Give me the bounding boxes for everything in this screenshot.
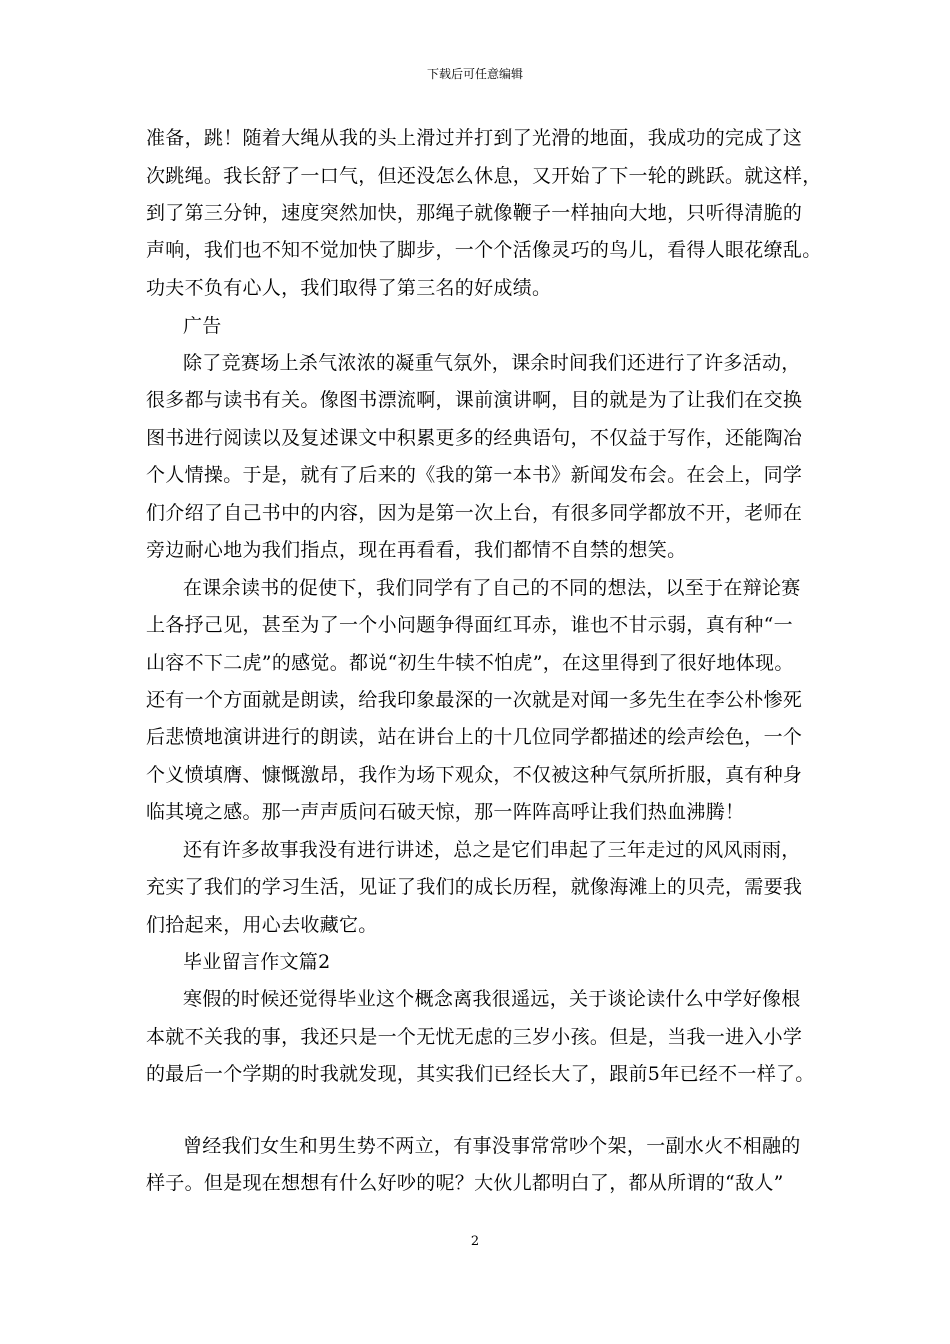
text-line: 个人情操。于是，就有了后来的《我的第一本书》新闻发布会。在会上，同学 (146, 464, 803, 486)
text-line: 还有许多故事我没有进行讲述，总之是它们串起了三年走过的风风雨雨， (183, 839, 801, 861)
text-line: 们介绍了自己书中的内容，因为是第一次上台，有很多同学都放不开，老师在 (146, 502, 803, 524)
text-line: 充实了我们的学习生活，见证了我们的成长历程，就像海滩上的贝壳，需要我 (146, 876, 803, 898)
text-line: 个义愤填膺、慷慨激昂，我作为场下观众，不仅被这种气氛所折服，真有种身 (146, 764, 803, 786)
text-line: 山容不下二虎”的感觉。都说“初生牛犊不怕虎”，在这里得到了很好地体现。 (146, 652, 794, 674)
text-line: 次跳绳。我长舒了一口气，但还没怎么休息，又开始了下一轮的跳跃。就这样， (146, 165, 822, 187)
page-number: 2 (470, 1234, 480, 1249)
text-line: 上各抒己见，甚至为了一个小问题争得面红耳赤，谁也不甘示弱，真有种“一 (146, 614, 793, 636)
text-line: 很多都与读书有关。像图书漂流啊，课前演讲啊，目的就是为了让我们在交换 (146, 389, 803, 411)
text-line: 后悲愤地演讲进行的朗读，站在讲台上的十几位同学都描述的绘声绘色，一个 (146, 726, 803, 748)
text-line: 还有一个方面就是朗读，给我印象最深的一次就是对闻一多先生在李公朴惨死 (146, 689, 803, 711)
text-line: 图书进行阅读以及复述课文中积累更多的经典语句，不仅益于写作，还能陶冶 (146, 427, 803, 449)
ad-label: 广告 (183, 315, 222, 337)
text-line: 样子。但是现在想想有什么好吵的呢？大伙儿都明白了，都从所谓的“敌人” (146, 1172, 784, 1194)
section-heading: 毕业留言作文篇2 (183, 951, 331, 973)
text-line: 准备，跳！随着大绳从我的头上滑过并打到了光滑的地面，我成功的完成了这 (146, 127, 803, 149)
text-line: 声响，我们也不知不觉加快了脚步，一个个活像灵巧的鸟儿，看得人眼花缭乱。 (146, 239, 822, 261)
page-header: 下载后可任意编辑 (426, 67, 523, 81)
text-line: 旁边耐心地为我们指点，现在再看看，我们都情不自禁的想笑。 (146, 539, 687, 561)
text-line: 的最后一个学期的时我就发现，其实我们已经长大了，跟前5年已经不一样了。 (146, 1063, 815, 1085)
text-line: 功夫不负有心人，我们取得了第三名的好成绩。 (146, 277, 552, 299)
text-line: 曾经我们女生和男生势不两立，有事没事常常吵个架，一副水火不相融的 (183, 1135, 801, 1157)
text-line: 在课余读书的促使下，我们同学有了自己的不同的想法，以至于在辩论赛 (183, 577, 801, 599)
text-line: 本就不关我的事，我还只是一个无忧无虑的三岁小孩。但是，当我一进入小学 (146, 1026, 803, 1048)
text-line: 们拾起来，用心去收藏它。 (146, 914, 378, 936)
text-line: 到了第三分钟，速度突然加快，那绳子就像鞭子一样抽向大地，只听得清脆的 (146, 202, 803, 224)
text-line: 寒假的时候还觉得毕业这个概念离我很遥远，关于谈论读什么中学好像根 (183, 988, 801, 1010)
text-line: 除了竞赛场上杀气浓浓的凝重气氛外，课余时间我们还进行了许多活动， (183, 352, 801, 374)
text-line: 临其境之感。那一声声质问石破天惊，那一阵阵高呼让我们热血沸腾！ (146, 801, 745, 823)
